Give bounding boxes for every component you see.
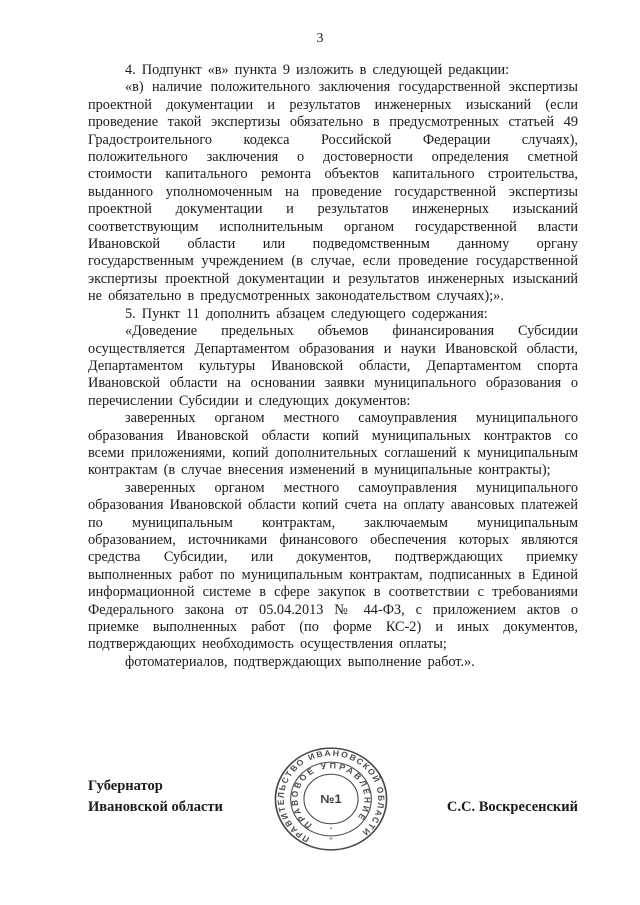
seal-outer-ring-text: ПРАВИТЕЛЬСТВО ИВАНОВСКОЙ ОБЛАСТИ: [275, 748, 387, 845]
signature-block: [88, 776, 578, 817]
page-number: 3: [316, 31, 324, 46]
seal-number: №1: [320, 792, 342, 806]
document-body: [88, 62, 578, 671]
seal-inner-ring-text: ПРАВОВОЕ УПРАВЛЕНИЕ: [289, 760, 373, 831]
seal-separator-cross: +: [328, 835, 334, 843]
paragraph: «Доведение предельных объемов финансирования Субсидии осуществляется Департаментом образования и науки Ивановской области, Департаментом культуры Ивановской области, Департаментом спорта Ивановской области на основании заявки муниципального образования о перечислении Субсидии и следующих документов:: [88, 323, 578, 409]
signature-name: С.С. Воскресенский: [446, 798, 578, 815]
seal-separator-star: *: [329, 826, 333, 834]
paragraph: «в) наличие положительного заключения государственной экспертизы проектной документации и результатов инженерных изысканий (если проведение такой экспертизы обязательно в предусмотренных статьей 49 Градостроительного кодекса Российской Федерации случаях), положительного заключения о достоверности определения сметной стоимости капитального ремонта объектов капитального строительства, выданного уполномоченным на проведение государственной экспертизы проектной документации и результатов инженерных изысканий соответствующим исполнительным органом государственной власти Ивановской области или подведомственным данному органу государственным учреждением (в случае, если проведение государственной экспертизы проектной документации и результатов инженерных изысканий не обязательно в предусмотренных законодательством случаях);».: [88, 79, 578, 305]
paragraph: заверенных органом местного самоуправления муниципального образования Ивановской области копий счета на оплату авансовых платежей по муниципальным контрактам, заключаемым муниципальным образованием, источниками финансового обеспечения которых являются средства Субсидии, или документов, подтверждающих приемку выполненных работ по муниципальным контрактам, подписанных в Единой информационной системе в сфере закупок в соответствии с требованиями Федерального закона от 05.04.2013 № 44-ФЗ, с приложением актов о приемке выполненных работ (по форме КС-2) и иных документов, подтверждающих необходимость осуществления оплаты;: [88, 479, 578, 653]
paragraph: заверенных органом местного самоуправления муниципального образования Ивановской области копий муниципальных контрактов со всеми приложениями, копий дополнительных соглашений к муниципальным контрактам (в случае внесения изменений в муниципальные контракты);: [88, 410, 578, 479]
paragraph: 4. Подпункт «в» пункта 9 изложить в следующей редакции:: [125, 62, 510, 78]
signature-post-line1: Губернатор: [88, 778, 163, 794]
paragraph: фотоматериалов, подтверждающих выполнение работ.».: [125, 653, 475, 670]
signature-post-line2: Ивановской области: [88, 798, 223, 815]
paragraph: 5. Пункт 11 дополнить абзацем следующего содержания:: [125, 305, 488, 322]
signature-post: [88, 776, 223, 817]
